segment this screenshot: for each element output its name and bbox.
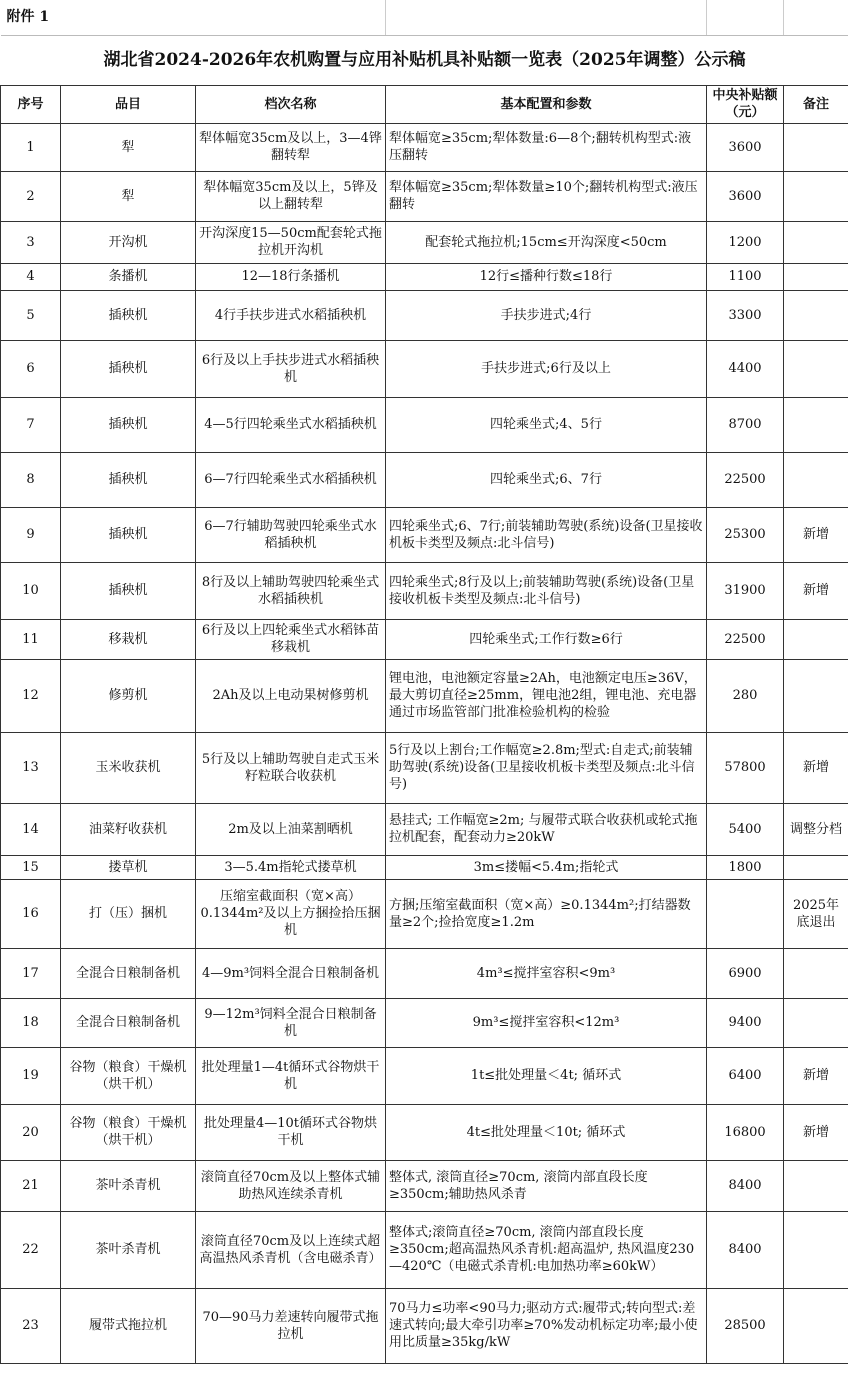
table-row [1, 397, 848, 452]
row-number: 22 [1, 1211, 61, 1288]
row-grade: 4—5行四轮乘坐式水稻插秧机 [196, 397, 386, 452]
row-item: 全混合日粮制备机 [61, 948, 196, 998]
row-number: 21 [1, 1160, 61, 1211]
title-row [1, 35, 848, 85]
row-number: 11 [1, 619, 61, 659]
row-number: 1 [1, 123, 61, 171]
row-params: 悬挂式; 工作幅宽≥2m; 与履带式联合收获机或轮式拖拉机配套，配套动力≥20kW [386, 803, 707, 855]
row-amount: 9400 [707, 998, 784, 1047]
row-amount: 16800 [707, 1104, 784, 1160]
row-amount: 3600 [707, 171, 784, 221]
row-number: 9 [1, 507, 61, 562]
header-item: 品目 [61, 85, 196, 123]
row-grade: 2m及以上油菜割晒机 [196, 803, 386, 855]
table-row [1, 263, 848, 290]
row-params: 5行及以上割台;工作幅宽≥2.8m;型式:自走式;前装辅助驾驶(系统)设备(卫星接收机板卡类型及频点:北斗信号) [386, 732, 707, 803]
table-row [1, 340, 848, 397]
table-row [1, 855, 848, 879]
table-row [1, 171, 848, 221]
table-row [1, 659, 848, 732]
row-number: 2 [1, 171, 61, 221]
table-row [1, 123, 848, 171]
table-row [1, 507, 848, 562]
row-grade: 6行及以上手扶步进式水稻插秧机 [196, 340, 386, 397]
header-params: 基本配置和参数 [386, 85, 707, 123]
row-grade: 4行手扶步进式水稻插秧机 [196, 290, 386, 340]
table-row [1, 1047, 848, 1104]
row-params: 1t≤批处理量＜4t; 循环式 [386, 1047, 707, 1104]
table-row [1, 452, 848, 507]
row-grade: 6行及以上四轮乘坐式水稻钵苗移栽机 [196, 619, 386, 659]
row-note [784, 290, 848, 340]
row-params: 犁体幅宽≥35cm;犁体数量:6—8个;翻转机构型式:液压翻转 [386, 123, 707, 171]
header-no: 序号 [1, 85, 61, 123]
row-params: 配套轮式拖拉机;15cm≤开沟深度<50cm [386, 221, 707, 263]
row-params: 四轮乘坐式;8行及以上;前装辅助驾驶(系统)设备(卫星接收机板卡类型及频点:北斗信号) [386, 562, 707, 619]
row-item: 谷物（粮食）干燥机（烘干机） [61, 1104, 196, 1160]
row-item: 全混合日粮制备机 [61, 998, 196, 1047]
row-amount: 3300 [707, 290, 784, 340]
table-row [1, 732, 848, 803]
table-row [1, 221, 848, 263]
table-row [1, 1104, 848, 1160]
header-note: 备注 [784, 85, 848, 123]
row-note: 2025年底退出 [784, 879, 848, 948]
row-note [784, 397, 848, 452]
row-params: 四轮乘坐式;工作行数≥6行 [386, 619, 707, 659]
row-params: 犁体幅宽≥35cm;犁体数量≥10个;翻转机构型式:液压翻转 [386, 171, 707, 221]
row-item: 搂草机 [61, 855, 196, 879]
row-item: 条播机 [61, 263, 196, 290]
row-note [784, 452, 848, 507]
row-item: 茶叶杀青机 [61, 1160, 196, 1211]
row-amount [707, 879, 784, 948]
row-params: 9m³≤搅拌室容积<12m³ [386, 998, 707, 1047]
row-item: 打（压）捆机 [61, 879, 196, 948]
row-item: 犁 [61, 171, 196, 221]
row-item: 插秧机 [61, 290, 196, 340]
row-item: 开沟机 [61, 221, 196, 263]
row-note: 新增 [784, 1104, 848, 1160]
row-params: 方捆;压缩室截面积（宽×高）≥0.1344m²;打结器数量≥2个;捡拾宽度≥1.2m [386, 879, 707, 948]
row-amount: 28500 [707, 1288, 784, 1363]
row-grade: 犁体幅宽35cm及以上，3—4铧翻转犁 [196, 123, 386, 171]
row-number: 23 [1, 1288, 61, 1363]
row-grade: 开沟深度15—50cm配套轮式拖拉机开沟机 [196, 221, 386, 263]
table-row [1, 879, 848, 948]
table-row [1, 1160, 848, 1211]
row-note [784, 1288, 848, 1363]
row-item: 插秧机 [61, 507, 196, 562]
row-number: 10 [1, 562, 61, 619]
table-row [1, 998, 848, 1047]
row-number: 14 [1, 803, 61, 855]
table-row [1, 290, 848, 340]
row-note [784, 263, 848, 290]
row-note [784, 619, 848, 659]
row-number: 8 [1, 452, 61, 507]
row-amount: 8700 [707, 397, 784, 452]
row-item: 履带式拖拉机 [61, 1288, 196, 1363]
row-item: 玉米收获机 [61, 732, 196, 803]
row-amount: 1100 [707, 263, 784, 290]
row-item: 插秧机 [61, 452, 196, 507]
row-item: 修剪机 [61, 659, 196, 732]
row-grade: 2Ah及以上电动果树修剪机 [196, 659, 386, 732]
row-number: 15 [1, 855, 61, 879]
row-item: 插秧机 [61, 562, 196, 619]
row-number: 13 [1, 732, 61, 803]
row-amount: 6900 [707, 948, 784, 998]
row-item: 插秧机 [61, 397, 196, 452]
row-amount: 22500 [707, 452, 784, 507]
table-row [1, 562, 848, 619]
row-number: 16 [1, 879, 61, 948]
row-params: 12行≤播种行数≤18行 [386, 263, 707, 290]
table-row [1, 803, 848, 855]
row-grade: 犁体幅宽35cm及以上，5铧及以上翻转犁 [196, 171, 386, 221]
row-number: 17 [1, 948, 61, 998]
row-number: 6 [1, 340, 61, 397]
annex-row [1, 0, 848, 35]
row-number: 7 [1, 397, 61, 452]
row-grade: 滚筒直径70cm及以上整体式辅助热风连续杀青机 [196, 1160, 386, 1211]
row-item: 移栽机 [61, 619, 196, 659]
table-title: 湖北省2024-2026年农机购置与应用补贴机具补贴额一览表（2025年调整）公示稿 [1, 35, 848, 85]
header-row [1, 85, 848, 123]
row-note [784, 1211, 848, 1288]
row-note [784, 659, 848, 732]
row-amount: 5400 [707, 803, 784, 855]
table-row [1, 1288, 848, 1363]
row-params: 手扶步进式;6行及以上 [386, 340, 707, 397]
row-note [784, 340, 848, 397]
row-params: 3m≤搂幅<5.4m;指轮式 [386, 855, 707, 879]
row-params: 锂电池，电池额定容量≥2Ah，电池额定电压≥36V，最大剪切直径≥25mm，锂电池2组，锂电池、充电器通过市场监管部门批准检验机构的检验 [386, 659, 707, 732]
row-item: 谷物（粮食）干燥机（烘干机） [61, 1047, 196, 1104]
row-number: 4 [1, 263, 61, 290]
row-amount: 3600 [707, 123, 784, 171]
row-grade: 压缩室截面积（宽×高）0.1344m²及以上方捆捡拾压捆机 [196, 879, 386, 948]
row-note [784, 948, 848, 998]
row-note: 调整分档 [784, 803, 848, 855]
row-params: 四轮乘坐式;6、7行;前装辅助驾驶(系统)设备(卫星接收机板卡类型及频点:北斗信号) [386, 507, 707, 562]
row-grade: 4—9m³饲料全混合日粮制备机 [196, 948, 386, 998]
row-amount: 8400 [707, 1211, 784, 1288]
row-number: 3 [1, 221, 61, 263]
row-amount: 25300 [707, 507, 784, 562]
row-number: 12 [1, 659, 61, 732]
row-note [784, 171, 848, 221]
row-note: 新增 [784, 562, 848, 619]
row-item: 犁 [61, 123, 196, 171]
row-item: 茶叶杀青机 [61, 1211, 196, 1288]
row-params: 整体式;滚筒直径≥70cm, 滚筒内部直段长度≥350cm;超高温热风杀青机:超高温炉, 热风温度230—420℃（电磁式杀青机:电加热功率≥60kW） [386, 1211, 707, 1288]
row-amount: 280 [707, 659, 784, 732]
row-grade: 9—12m³饲料全混合日粮制备机 [196, 998, 386, 1047]
row-note: 新增 [784, 732, 848, 803]
row-amount: 6400 [707, 1047, 784, 1104]
row-note [784, 998, 848, 1047]
row-grade: 批处理量4—10t循环式谷物烘干机 [196, 1104, 386, 1160]
row-grade: 3—5.4m指轮式搂草机 [196, 855, 386, 879]
row-grade: 批处理量1—4t循环式谷物烘干机 [196, 1047, 386, 1104]
row-note [784, 123, 848, 171]
row-amount: 1200 [707, 221, 784, 263]
row-amount: 4400 [707, 340, 784, 397]
row-note: 新增 [784, 507, 848, 562]
annex-label: 附件 1 [1, 0, 196, 35]
row-item: 插秧机 [61, 340, 196, 397]
table-row [1, 619, 848, 659]
row-params: 手扶步进式;4行 [386, 290, 707, 340]
row-number: 19 [1, 1047, 61, 1104]
row-amount: 22500 [707, 619, 784, 659]
row-note [784, 855, 848, 879]
row-grade: 6—7行四轮乘坐式水稻插秧机 [196, 452, 386, 507]
row-note [784, 1160, 848, 1211]
row-number: 20 [1, 1104, 61, 1160]
row-params: 四轮乘坐式;6、7行 [386, 452, 707, 507]
row-grade: 8行及以上辅助驾驶四轮乘坐式水稻插秧机 [196, 562, 386, 619]
row-number: 18 [1, 998, 61, 1047]
row-note: 新增 [784, 1047, 848, 1104]
row-params: 4m³≤搅拌室容积<9m³ [386, 948, 707, 998]
row-grade: 70—90马力差速转向履带式拖拉机 [196, 1288, 386, 1363]
row-grade: 6—7行辅助驾驶四轮乘坐式水稻插秧机 [196, 507, 386, 562]
row-params: 四轮乘坐式;4、5行 [386, 397, 707, 452]
header-amount: 中央补贴额（元） [707, 85, 784, 123]
table-row [1, 948, 848, 998]
row-item: 油菜籽收获机 [61, 803, 196, 855]
row-amount: 31900 [707, 562, 784, 619]
row-amount: 57800 [707, 732, 784, 803]
row-number: 5 [1, 290, 61, 340]
row-grade: 5行及以上辅助驾驶自走式玉米籽粒联合收获机 [196, 732, 386, 803]
row-amount: 1800 [707, 855, 784, 879]
row-params: 70马力≤功率<90马力;驱动方式:履带式;转向型式:差速式转向;最大牵引功率≥70%发动机标定功率;最小使用比质量≥35kg/kW [386, 1288, 707, 1363]
row-amount: 8400 [707, 1160, 784, 1211]
row-grade: 12—18行条播机 [196, 263, 386, 290]
header-grade: 档次名称 [196, 85, 386, 123]
row-grade: 滚筒直径70cm及以上连续式超高温热风杀青机（含电磁杀青） [196, 1211, 386, 1288]
row-note [784, 221, 848, 263]
table-row [1, 1211, 848, 1288]
row-params: 4t≤批处理量＜10t; 循环式 [386, 1104, 707, 1160]
row-params: 整体式, 滚筒直径≥70cm, 滚筒内部直段长度≥350cm;辅助热风杀青 [386, 1160, 707, 1211]
